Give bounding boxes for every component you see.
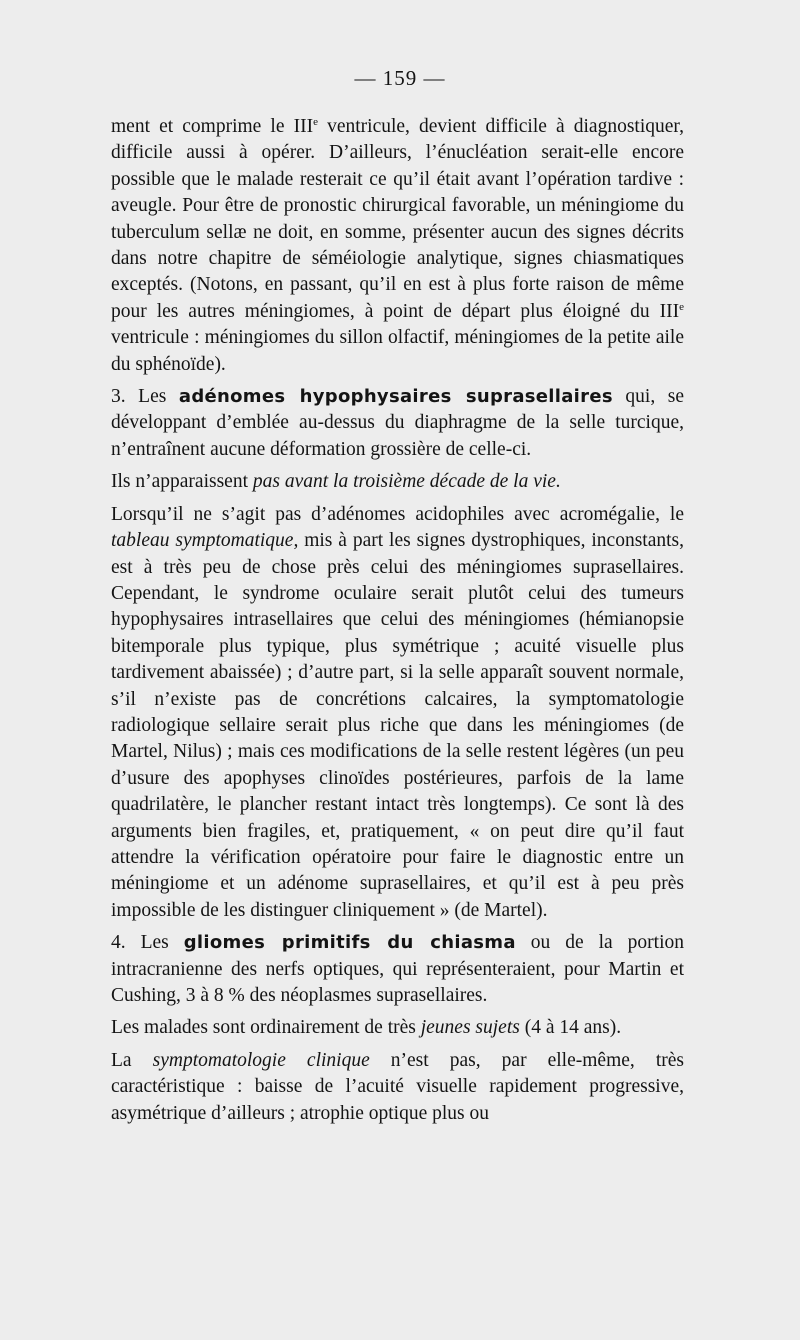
italic-text: tableau symptomatique,	[111, 530, 299, 552]
text-run: Ils n’apparaissent	[111, 471, 253, 493]
italic-text: pas avant la troisième décade de la vie.	[252, 471, 561, 493]
text-run: n’est pas, par elle-même, très caractéristique : baisse de l’acuité visuelle rapidement progressive, asymétrique d’ailleurs ; atrophie optique plus ou	[111, 1049, 684, 1124]
paragraph-continuation	[111, 114, 684, 378]
text-run: ment et comprime le III	[111, 116, 314, 137]
superscript: e	[313, 116, 318, 128]
page-number: — 159 —	[354, 66, 446, 90]
text-run: mis à part les signes dystrophiques, inconstants, est à très peu de chose près celui des méningiomes suprasellaires. Cependant, le syndrome oculaire serait plutôt celui des tumeurs hypophysaires intrasellaires que celui des méningiomes (hémianopsie bitemporale plus typique, plus symétrique ; acuité visuelle plus tardivement abaissée) ; d’autre part, si la selle apparaît souvent normale, s’il n’existe pas de concrétions calcaires, la symptomatologie radiologique sellaire serait plus riche que dans les méningiomes (de Martel, Nilus) ; mais ces modifications de la selle restent légères (un peu d’usure des apophyses clinoïdes postérieures, parfois de la lame quadrilatère, le plancher restant intact très longtemps). Ce sont là des arguments bien fragiles, et, pratiquement, « on peut dire qu’il faut attendre la vérification opératoire pour faire le diagnostic entre un méningiome et un adénome suprasellaires, et qu’il est à peu près impossible de les distinguer cliniquement » (de Martel).	[111, 530, 684, 921]
section-4-patients	[111, 1015, 684, 1041]
text-run: qui, se développant d’emblée au-dessus du diaphragme de la selle turcique, n’entraînent aucune déformation grossière de celle-ci.	[111, 386, 684, 460]
body-text	[111, 114, 684, 1133]
section-3-intro	[111, 384, 684, 463]
section-4-intro	[111, 930, 684, 1009]
section-3-age	[111, 469, 684, 495]
text-run: ventricule : méningiomes du sillon olfactif, méningiomes de la petite aile du sphénoïde).	[111, 327, 684, 375]
section-number: 3. Les	[111, 386, 179, 408]
section-number: 4. Les	[111, 932, 184, 954]
section-title: adénomes hypophysaires suprasellaires	[178, 386, 613, 408]
text-run: ou de la portion intracranienne des nerfs optiques, qui représenteraient, pour Martin et Cushing, 3 à 8 % des néoplasmes suprasellaires.	[111, 932, 684, 1006]
section-3-symptoms	[111, 502, 684, 925]
text-run: La	[111, 1049, 153, 1071]
italic-text: symptomatologie clinique	[152, 1049, 370, 1071]
italic-text: jeunes sujets	[420, 1017, 520, 1039]
section-title: gliomes primitifs du chiasma	[183, 932, 516, 954]
text-run: Lorsqu’il ne s’agit pas d’adénomes acidophiles avec acromégalie, le	[111, 503, 684, 525]
text-run: Les malades sont ordinairement de très	[111, 1017, 421, 1039]
superscript: e	[679, 300, 684, 313]
text-run: ventricule, devient difficile à diagnostiquer, difficile aussi à opérer. D’ailleurs, l’énucléation serait-elle encore possible que le malade resterait ce qu’il était avant l’opération tardive : aveugle. Pour être de pronostic chirurgical favorable, un méningiome du tuberculum sellæ ne doit, en somme, présenter aucun des signes décrits dans notre chapitre de séméiologie analytique, signes chiasmatiques exceptés. (Notons, en passant, qu’il en est à plus forte raison de même pour les autres méningiomes, à point de départ plus éloigné du III	[111, 116, 684, 322]
text-run: (4 à 14 ans).	[519, 1017, 622, 1039]
section-4-symptoms	[111, 1048, 684, 1127]
